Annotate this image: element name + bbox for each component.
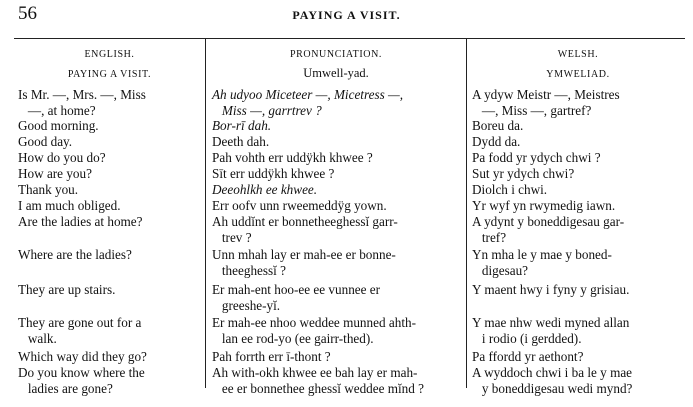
top-rule: [14, 38, 685, 39]
welsh-cell: Yn mha le y mae y boned- digesau?: [472, 247, 612, 278]
pronunciation-cell: Ah with-okh khwee ee bah lay er mah- ee er bonnethee ghessĭ weddee mĭnd ?: [212, 365, 425, 396]
english-section-heading: PAYING A VISIT.: [67, 69, 152, 80]
pronunciation-cell: Err oofv unn rweemeddÿg yown.: [212, 198, 387, 213]
pronunciation-cell: Sīt err uddÿkh khwee ?: [212, 166, 335, 181]
english-cell: How do you do?: [18, 150, 106, 165]
welsh-column-title: WELSH.: [557, 49, 599, 60]
english-cell: They are up stairs.: [18, 282, 116, 297]
pronunciation-cell: Er mah-ent hoo-ee ee vunnee er greeshe-yĭ.: [212, 282, 381, 313]
welsh-cell: Dydd da.: [472, 134, 521, 149]
welsh-cell: A ydynt y boneddigesau gar- tref?: [472, 214, 625, 245]
pronunciation-cell: Ah udyoo Miceteer —, Micetress —, Miss —, garrtrev ?: [212, 87, 404, 118]
welsh-cell: Pa fodd yr ydych chwi ?: [472, 150, 601, 165]
welsh-cell: Boreu da.: [472, 118, 524, 133]
pronunciation-cell: Ah uddĭnt er bonnetheeghessĭ garr- trev ?: [212, 214, 398, 245]
english-column-title: ENGLISH.: [84, 49, 135, 60]
pronunciation-cell: Deeth dah.: [212, 134, 270, 149]
english-cell: Good day.: [18, 134, 73, 149]
english-cell: Where are the ladies?: [18, 247, 132, 262]
english-cell: Thank you.: [18, 182, 79, 197]
welsh-cell: Yr wyf yn rwymedig iawn.: [472, 198, 616, 213]
pronunciation-cell: Pah forrth err ī-thont ?: [212, 349, 331, 364]
pronunciation-cell: Bor-rī dah.: [212, 118, 272, 133]
column-divider-2: [466, 38, 467, 388]
english-cell: Are the ladies at home?: [18, 214, 143, 229]
welsh-cell: Pa ffordd yr aethont?: [472, 349, 584, 364]
english-cell: They are gone out for a walk.: [18, 315, 142, 346]
english-cell: How are you?: [18, 166, 92, 181]
pronunciation-cell: Pah vohth err uddÿkh khwee ?: [212, 150, 373, 165]
pronunciation-cell: Er mah-ee nhoo weddee munned ahth- lan ee rod-yo (ee gairr-thed).: [212, 315, 416, 346]
running-head: PAYING A VISIT.: [292, 8, 401, 22]
column-divider-1: [205, 38, 206, 388]
welsh-cell: Sut yr ydych chwi?: [472, 166, 575, 181]
welsh-section-heading: YMWELIAD.: [546, 69, 610, 80]
english-cell: Do you know where the ladies are gone?: [18, 365, 145, 396]
welsh-cell: A ydyw Meistr —, Meistres —, Miss —, gartref?: [472, 87, 620, 118]
welsh-cell: Y maent hwy i fyny y grisiau.: [472, 282, 630, 297]
english-cell: I am much obliged.: [18, 198, 121, 213]
welsh-cell: A wyddoch chwi i ba le y mae y boneddigesau wedi mynd?: [472, 365, 633, 396]
english-cell: Which way did they go?: [18, 349, 147, 364]
english-cell: Is Mr. —, Mrs. —, Miss —, at home?: [18, 87, 146, 118]
welsh-cell: Diolch i chwi.: [472, 182, 548, 197]
pronunciation-section-heading: Umwell-yad.: [303, 66, 369, 80]
english-cell: Good morning.: [18, 118, 99, 133]
pronunciation-cell: Deeohlkh ee khwee.: [212, 182, 318, 197]
pronunciation-column-title: PRONUNCIATION.: [289, 49, 382, 60]
pronunciation-cell: Unn mhah lay er mah-ee er bonne- theeghessĭ ?: [212, 247, 396, 278]
welsh-cell: Y mae nhw wedi myned allan i rodio (i gerdded).: [472, 315, 630, 346]
page-number: 56: [18, 3, 37, 24]
